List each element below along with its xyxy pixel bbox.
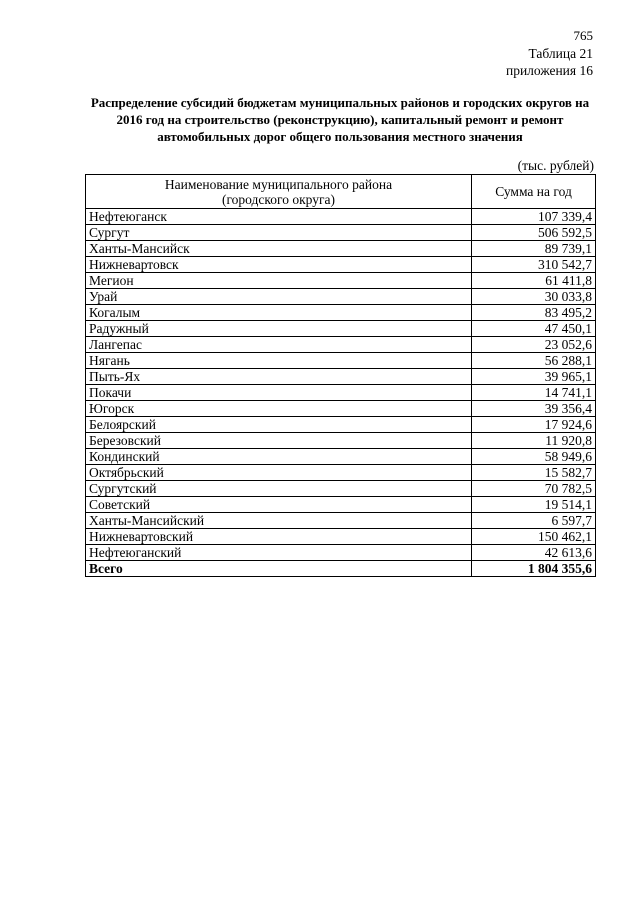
row-amount: 11 920,8 bbox=[472, 433, 596, 449]
row-amount: 70 782,5 bbox=[472, 481, 596, 497]
row-name: Нижневартовск bbox=[86, 257, 472, 273]
row-name: Когалым bbox=[86, 305, 472, 321]
table-row bbox=[86, 433, 596, 449]
page-number: 765 bbox=[573, 28, 593, 43]
table-row bbox=[86, 353, 596, 369]
row-name: Березовский bbox=[86, 433, 472, 449]
row-amount: 83 495,2 bbox=[472, 305, 596, 321]
row-amount: 6 597,7 bbox=[472, 513, 596, 529]
row-amount: 19 514,1 bbox=[472, 497, 596, 513]
row-name: Урай bbox=[86, 289, 472, 305]
header-name-line-1: Наименование муниципального района bbox=[164, 176, 393, 192]
unit-label: (тыс. рублей) bbox=[517, 158, 594, 173]
row-amount: 39 965,1 bbox=[472, 369, 596, 385]
total-name: Всего bbox=[86, 561, 472, 577]
table-row bbox=[86, 321, 596, 337]
row-name: Нефтеюганск bbox=[86, 209, 472, 225]
table-row bbox=[86, 369, 596, 385]
table-row bbox=[86, 545, 596, 561]
table-header-row bbox=[86, 175, 596, 209]
row-name: Нягань bbox=[86, 353, 472, 369]
table-row bbox=[86, 513, 596, 529]
table-row bbox=[86, 209, 596, 225]
table-body bbox=[86, 209, 596, 577]
table-row bbox=[86, 481, 596, 497]
row-name: Нижневартовский bbox=[86, 529, 472, 545]
row-name: Югорск bbox=[86, 401, 472, 417]
row-amount: 56 288,1 bbox=[472, 353, 596, 369]
row-amount: 150 462,1 bbox=[472, 529, 596, 545]
row-amount: 17 924,6 bbox=[472, 417, 596, 433]
table-row bbox=[86, 273, 596, 289]
table-row bbox=[86, 449, 596, 465]
document-title: Распределение субсидий бюджетам муниципальных районов и городских округов на 2016 год на строительство (реконструкцию), капитальный ремонт и ремонт автомобильных дорог общего пользования местного значения bbox=[90, 95, 590, 144]
row-name: Покачи bbox=[86, 385, 472, 401]
row-amount: 47 450,1 bbox=[472, 321, 596, 337]
row-amount: 506 592,5 bbox=[472, 225, 596, 241]
row-amount: 23 052,6 bbox=[472, 337, 596, 353]
table-reference bbox=[506, 45, 593, 79]
table-row bbox=[86, 401, 596, 417]
row-amount: 42 613,6 bbox=[472, 545, 596, 561]
table-row bbox=[86, 417, 596, 433]
row-name: Белоярский bbox=[86, 417, 472, 433]
row-name: Пыть-Ях bbox=[86, 369, 472, 385]
row-name: Нефтеюганский bbox=[86, 545, 472, 561]
total-row bbox=[86, 561, 596, 577]
header-amount: Сумма на год bbox=[472, 175, 596, 209]
row-name: Сургут bbox=[86, 225, 472, 241]
table-row bbox=[86, 305, 596, 321]
row-name: Ханты-Мансийский bbox=[86, 513, 472, 529]
row-name: Лангепас bbox=[86, 337, 472, 353]
row-amount: 89 739,1 bbox=[472, 241, 596, 257]
table-reference-line-1: Таблица 21 bbox=[528, 46, 593, 61]
table-row bbox=[86, 225, 596, 241]
total-amount: 1 804 355,6 bbox=[472, 561, 596, 577]
row-amount: 107 339,4 bbox=[472, 209, 596, 225]
row-amount: 61 411,8 bbox=[472, 273, 596, 289]
row-amount: 14 741,1 bbox=[472, 385, 596, 401]
row-name: Кондинский bbox=[86, 449, 472, 465]
table-row bbox=[86, 385, 596, 401]
table-row bbox=[86, 337, 596, 353]
row-name: Радужный bbox=[86, 321, 472, 337]
header-name-line-2: (городского округа) bbox=[221, 191, 336, 207]
row-name: Сургутский bbox=[86, 481, 472, 497]
table-row bbox=[86, 497, 596, 513]
row-name: Ханты-Мансийск bbox=[86, 241, 472, 257]
row-amount: 58 949,6 bbox=[472, 449, 596, 465]
subsidies-table bbox=[85, 174, 596, 577]
table-row bbox=[86, 289, 596, 305]
table-row bbox=[86, 257, 596, 273]
row-amount: 39 356,4 bbox=[472, 401, 596, 417]
header-name bbox=[86, 175, 472, 209]
row-name: Мегион bbox=[86, 273, 472, 289]
table-row bbox=[86, 241, 596, 257]
row-name: Советский bbox=[86, 497, 472, 513]
row-amount: 30 033,8 bbox=[472, 289, 596, 305]
row-amount: 15 582,7 bbox=[472, 465, 596, 481]
table-reference-line-2: приложения 16 bbox=[505, 63, 593, 78]
row-name: Октябрьский bbox=[86, 465, 472, 481]
table-row bbox=[86, 465, 596, 481]
row-amount: 310 542,7 bbox=[472, 257, 596, 273]
table-row bbox=[86, 529, 596, 545]
